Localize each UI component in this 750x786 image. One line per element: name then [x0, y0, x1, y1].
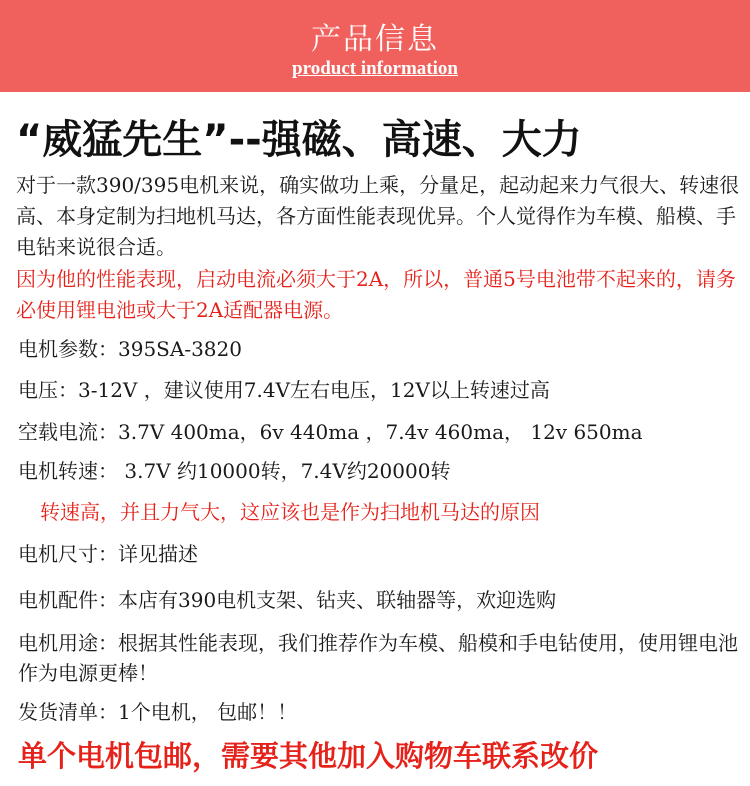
spec-params: 电机参数：395SA-3820: [18, 337, 242, 361]
shipping-notice: 单个电机包邮，需要其他加入购物车联系改价: [18, 739, 599, 773]
product-headline: “威猛先生”--强磁、高速、大力: [16, 117, 582, 163]
spec-current: 空载电流：3.7V 400ma，6v 440ma ，7.4v 460ma， 12v 650ma: [18, 420, 643, 444]
spec-speed: 电机转速： 3.7V 约10000转，7.4V约20000转: [18, 459, 451, 483]
banner-subtitle: product information: [292, 58, 458, 79]
warning-paragraph: 因为他的性能表现，启动电流必须大于2A，所以，普通5号电池带不起来的，请务必使用锂电池或大于2A适配器电源。: [16, 267, 736, 322]
banner-title: 产品信息: [311, 22, 439, 57]
intro-paragraph: 对于一款390/395电机来说，确实做功上乘，分量足，起动起来力气很大、转速很高、本身定制为扫地机马达，各方面性能表现优异。个人觉得作为车模、船模、手电钻来说很合适。: [16, 173, 740, 259]
spec-usage: 电机用途：根据其性能表现，我们推荐作为车模、船模和手电钻使用，使用锂电池作为电源更棒！: [18, 631, 738, 685]
header-banner: [0, 0, 750, 92]
spec-size: 电机尺寸：详见描述: [18, 542, 198, 566]
spec-package: 发货清单：1个电机， 包邮！！: [18, 700, 298, 724]
spec-speed-note: 转速高，并且力气大，这应该也是作为扫地机马达的原因: [40, 500, 540, 524]
spec-voltage: 电压：3-12V ，建议使用7.4V左右电压，12V以上转速过高: [18, 378, 550, 402]
spec-accessories: 电机配件：本店有390电机支架、钻夹、联轴器等，欢迎选购: [18, 588, 557, 612]
